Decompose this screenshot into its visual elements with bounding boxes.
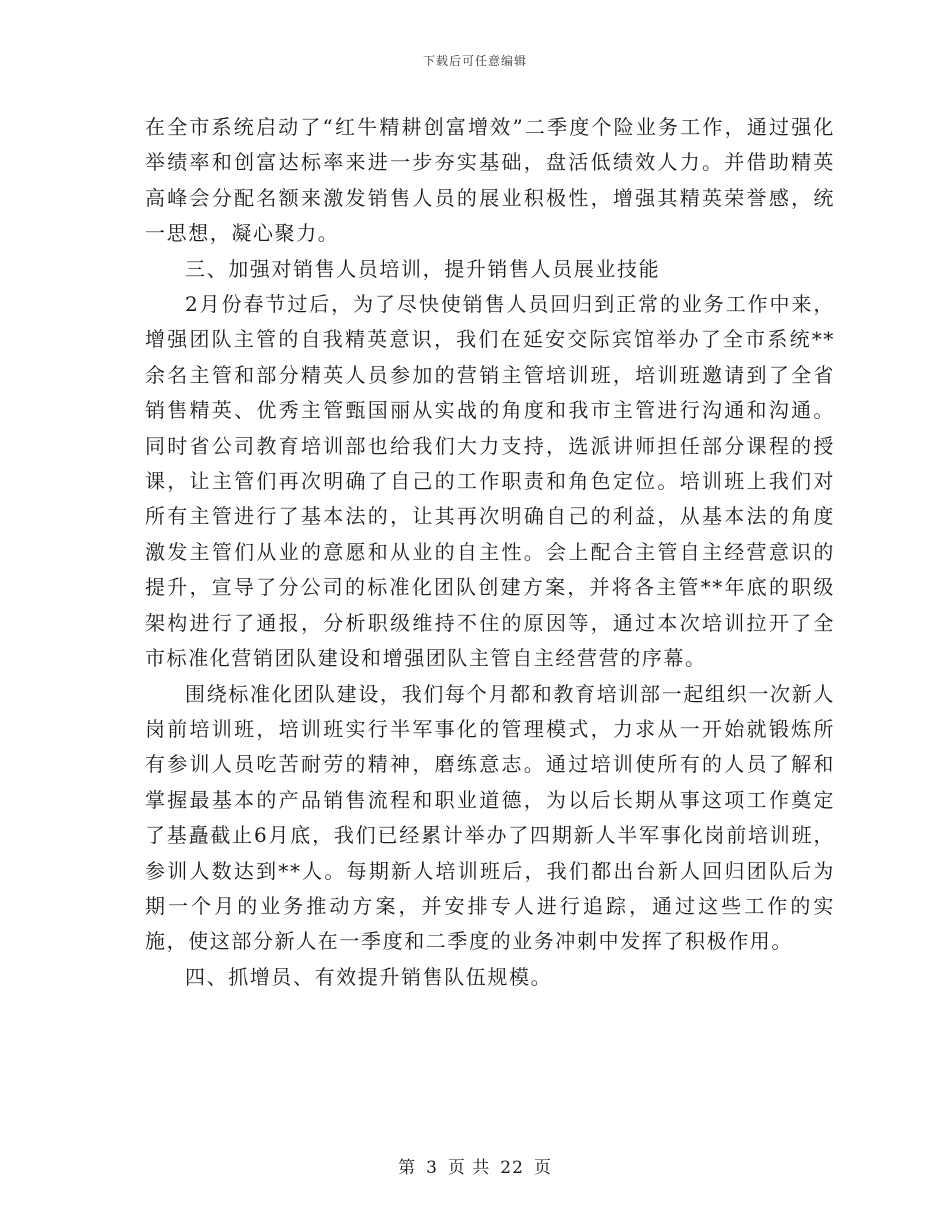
paragraph-continuation: 在全市系统启动了“红牛精耕创富增效”二季度个险业务工作，通过强化举绩率和创富达标率来进一步夯实基础，盘活低绩效人力。并借助精英高峰会分配名额来激发销售人员的展业积极性，增强其精英荣誉感，统一思想，凝心聚力。 xyxy=(145,115,835,246)
document-body xyxy=(145,110,835,995)
page-footer xyxy=(0,1153,950,1178)
footer-total-pages: 22 xyxy=(500,1158,524,1178)
page-header: 下载后可任意编辑 xyxy=(422,54,527,68)
footer-page-number: 3 xyxy=(426,1158,438,1178)
paragraph-team-building: 围绕标准化团队建设，我们每个月都和教育培训部一起组织一次新人岗前培训班，培训班实行半军事化的管理模式，力求从一开始就锻炼所有参训人员吃苦耐劳的精神，磨练意志。通过培训使所有的人员了解和掌握最基本的产品销售流程和职业道德，为以后长期从事这项工作奠定了基矗截止6月底，我们已经累计举办了四期新人半军事化岗前培训班，参训人数达到**人。每期新人培训班后，我们都出台新人回归团队后为期一个月的业务推动方案，并安排专人进行追踪，通过这些工作的实施，使这部分新人在一季度和二季度的业务冲刺中发挥了积极作用。 xyxy=(145,681,835,954)
paragraph-training: 2月份春节过后，为了尽快使销售人员回归到正常的业务工作中来，增强团队主管的自我精英意识，我们在延安交际宾馆举办了全市系统**余名主管和部分精英人员参加的营销主管培训班，培训班邀请到了全省销售精英、优秀主管甄国丽从实战的角度和我市主管进行沟通和沟通。同时省公司教育培训部也给我们大力支持，选派讲师担任部分课程的授课，让主管们再次明确了自己的工作职责和角色定位。培训班上我们对所有主管进行了基本法的，让其再次明确自己的利益，从基本法的角度激发主管们从业的意愿和从业的自主性。会上配合主管自主经营意识的提升，宣导了分公司的标准化团队创建方案，并将各主管**年底的职级架构进行了通报，分析职级维持不住的原因等，通过本次培训拉开了全市标准化营销团队建设和增强团队主管自主经营营的序幕。 xyxy=(145,292,835,671)
footer-suffix: 页 xyxy=(533,1158,552,1178)
footer-middle: 页 共 xyxy=(447,1158,491,1178)
footer-prefix: 第 xyxy=(398,1158,417,1178)
section-heading-four: 四、抓增员、有效提升销售队伍规模。 xyxy=(185,964,553,989)
section-heading-three: 三、加强对销售人员培训，提升销售人员展业技能 xyxy=(185,256,661,281)
